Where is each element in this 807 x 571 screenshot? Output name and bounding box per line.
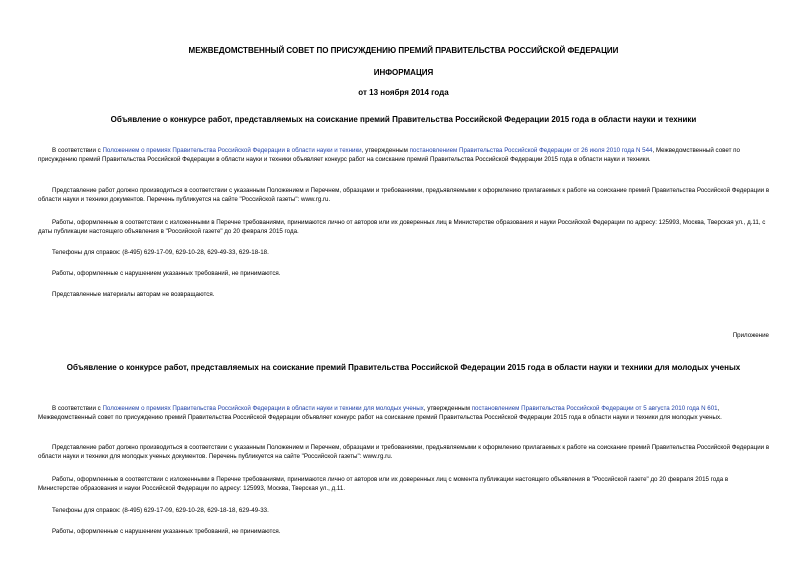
info-heading: ИНФОРМАЦИЯ (373, 68, 434, 77)
text-span: , Межведомственный совет по присуждению премий Правительства Российской Федерации объявляет конкурс работ на соискание премий Правительства Российской Федерации 2015 года в области науки и техники для молодых ученых. (38, 405, 722, 422)
section2-paragraph-3: Работы, оформленные в соответствии с изложенными в Перечне требованиями, принимаются лично от авторов или их доверенных лиц с момента публикации настоящего объявления в "Российской газете" до 20 февраля 2015 года в Министерстве образования и науки Российской Федерации по адресу: 125993, Москва, Тверская ул., д.11. (38, 476, 729, 493)
section1-title: Объявление о конкурсе работ, представляемых на соискание премий Правительства Российской Федерации 2015 года в области науки и техники (110, 115, 697, 124)
section2-paragraph-4: Телефоны для справок: (8-495) 629-17-09, 629-10-28, 629-18-18, 629-49-33. (52, 507, 269, 514)
appendix-label: Приложение (732, 332, 769, 339)
section1-paragraph-1 (38, 146, 770, 165)
section1-paragraph-2: Представление работ должно производиться в соответствии с указанным Положением и Перечнем, образцами и требованиями, предъявляемыми к оформлению прилагаемых к работе на соискание премий Правительства Российской Федерации в области науки и техники документов. Перечень публикуется на сайте "Российской газеты": www.rg.ru. (38, 187, 770, 204)
regulation-link[interactable]: Положением о премиях Правительства Российской Федерации в области науки и техники для молодых ученых (102, 405, 424, 412)
section2-paragraph-1 (38, 404, 770, 423)
text-span: В соответствии с (52, 147, 103, 154)
section2-paragraph-2: Представление работ должно производиться в соответствии с указанным Положением и Перечнем, образцами и требованиями, предъявляемыми к оформлению прилагаемых к работе на соискание премий Правительства Российской Федерации в области науки и техники для молодых ученых документов. Перечень публикуется на сайте "Российской газеты": www.rg.ru. (38, 444, 770, 461)
date-heading: от 13 ноября 2014 года (358, 88, 449, 97)
text-span: , утвержденным (361, 147, 410, 154)
section1-paragraph-4: Телефоны для справок: (8-495) 629-17-09, 629-10-28, 629-49-33, 629-18-18. (52, 249, 269, 256)
section2-paragraph-5: Работы, оформленные с нарушением указанных требований, не принимаются. (52, 528, 281, 535)
council-heading: МЕЖВЕДОМСТВЕННЫЙ СОВЕТ ПО ПРИСУЖДЕНИЮ ПРЕМИЙ ПРАВИТЕЛЬСТВА РОССИЙСКОЙ ФЕДЕРАЦИИ (188, 46, 619, 55)
section2-title: Объявление о конкурсе работ, представляемых на соискание премий Правительства Российской Федерации 2015 года в области науки и техники для молодых ученых (66, 363, 741, 372)
decree-link[interactable]: постановлением Правительства Российской Федерации от 5 августа 2010 года N 601 (471, 405, 718, 412)
section1-paragraph-3: Работы, оформленные в соответствии с изложенными в Перечне требованиями, принимаются лично от авторов или их доверенных лиц в Министерстве образования и науки Российской Федерации по адресу: 125993, Москва, Тверская ул., д.11, с даты публикации настоящего объявления в "Российской газете" до 20 февраля 2015 года. (38, 219, 766, 236)
regulation-link[interactable]: Положением о премиях Правительства Российской Федерации в области науки и техники (102, 147, 362, 154)
decree-link[interactable]: постановлением Правительства Российской Федерации от 26 июля 2010 года N 544 (409, 147, 653, 154)
section1-paragraph-6: Представленные материалы авторам не возвращаются. (52, 291, 215, 298)
section1-paragraph-5: Работы, оформленные с нарушением указанных требований, не принимаются. (52, 270, 281, 277)
text-span: , Межведомственный совет по присуждению премий Правительства Российской Федерации в области науки и техники объявляет конкурс работ на соискание премий Правительства Российской Федерации 2015 года в области науки и техники. (38, 147, 740, 164)
text-span: В соответствии с (52, 405, 103, 412)
text-span: , утвержденным (423, 405, 472, 412)
